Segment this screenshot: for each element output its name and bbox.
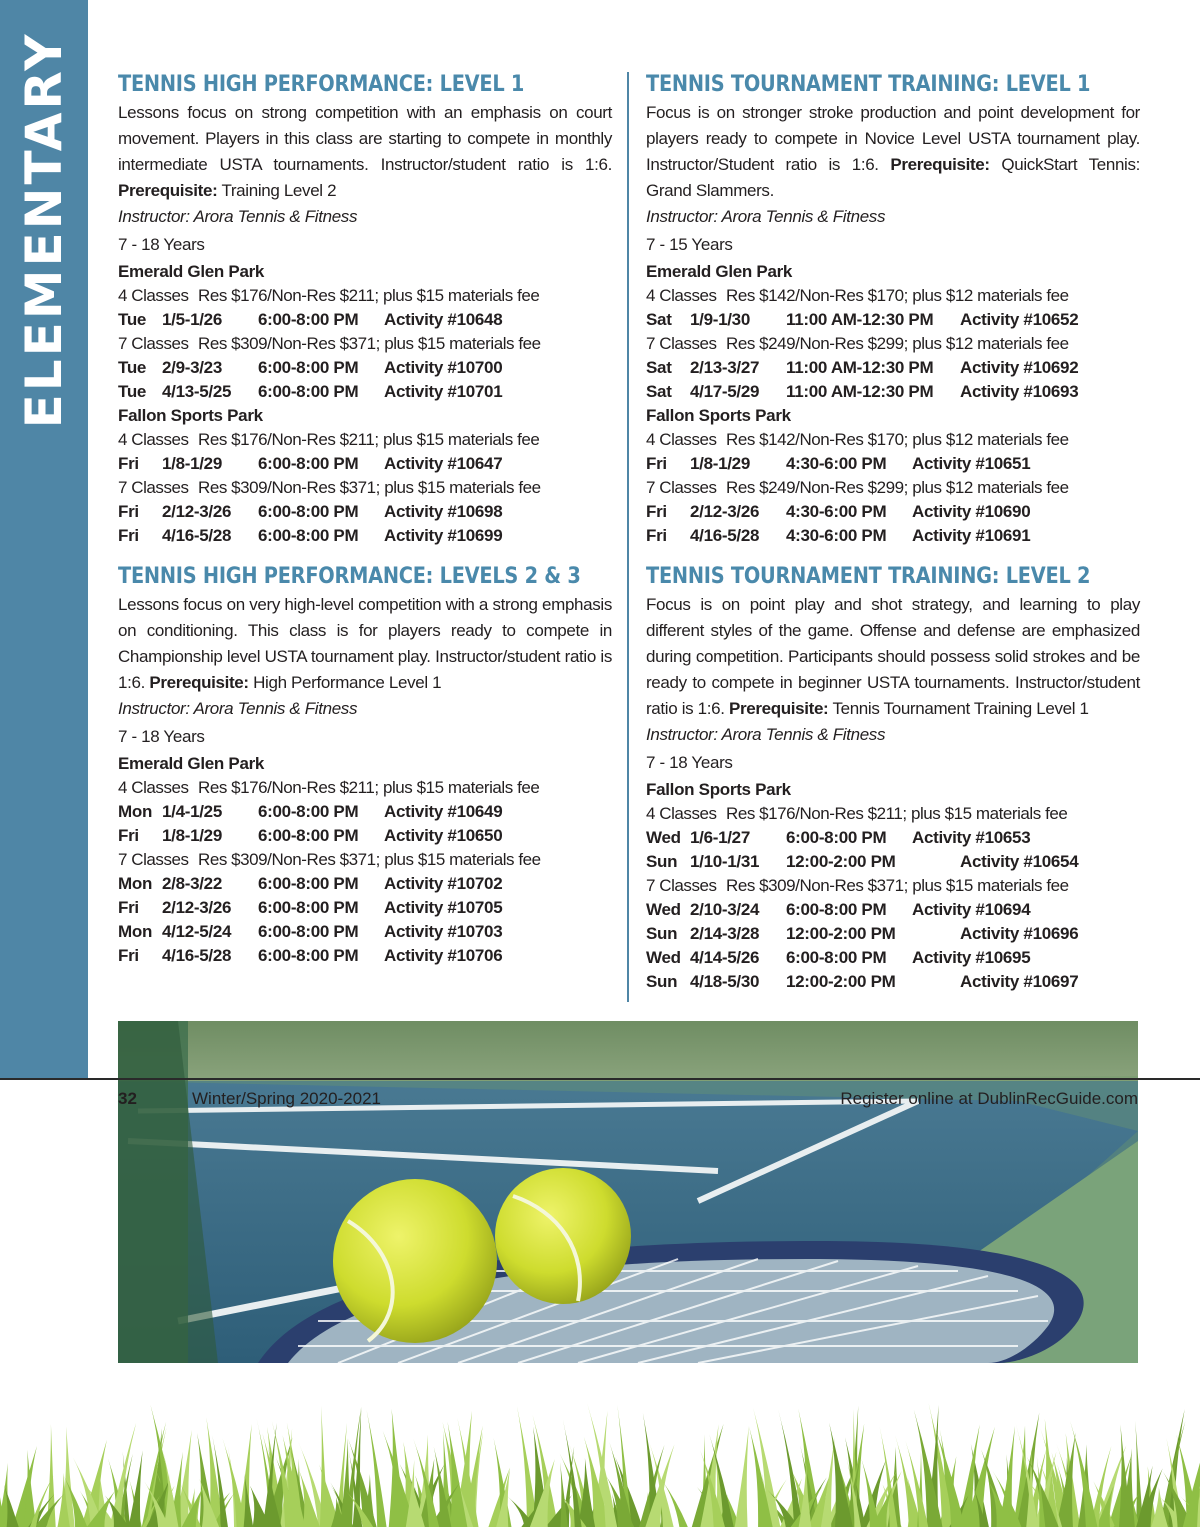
- grass-blade: [389, 1409, 406, 1527]
- session-activity: Activity #10692: [960, 358, 1079, 377]
- session-activity: Activity #10698: [384, 502, 503, 521]
- session-dates: 2/14-3/28: [690, 924, 760, 943]
- fee-text: Res $176/Non-Res $211; plus $15 materials fee: [198, 286, 540, 305]
- session-row: [646, 380, 1140, 404]
- session-day: Mon: [118, 874, 153, 893]
- session-time: 6:00-8:00 PM: [258, 502, 359, 521]
- session-activity: Activity #10691: [912, 526, 1031, 545]
- column-divider: [627, 72, 629, 1002]
- location-name: Fallon Sports Park: [118, 406, 263, 425]
- session-dates: 4/12-5/24: [162, 922, 232, 941]
- session-row: [118, 800, 612, 824]
- fee-line: [118, 332, 612, 356]
- session-time: 6:00-8:00 PM: [258, 382, 359, 401]
- session-day: Fri: [118, 526, 139, 545]
- session-day: Wed: [646, 900, 681, 919]
- session-row: [118, 920, 612, 944]
- class-section: [118, 562, 612, 968]
- section-title: TENNIS TOURNAMENT TRAINING: LEVEL 2: [646, 564, 1091, 589]
- session-row: [646, 850, 1140, 874]
- section-title: TENNIS HIGH PERFORMANCE: LEVELS 2 & 3: [118, 564, 581, 589]
- class-count: 7 Classes: [118, 478, 189, 497]
- session-dates: 2/10-3/24: [690, 900, 760, 919]
- fee-text: Res $309/Non-Res $371; plus $15 materials fee: [198, 850, 541, 869]
- session-day: Tue: [118, 382, 147, 401]
- session-row: [646, 946, 1140, 970]
- side-band: [0, 0, 88, 1078]
- session-time: 6:00-8:00 PM: [786, 948, 887, 967]
- session-day: Tue: [118, 358, 147, 377]
- session-row: [118, 308, 612, 332]
- session-time: 12:00-2:00 PM: [786, 852, 896, 871]
- session-time: 12:00-2:00 PM: [786, 972, 896, 991]
- session-activity: Activity #10654: [960, 852, 1079, 871]
- session-day: Fri: [118, 502, 139, 521]
- fee-line: [118, 776, 612, 800]
- session-time: 4:30-6:00 PM: [786, 454, 887, 473]
- session-row: [118, 524, 612, 548]
- session-time: 6:00-8:00 PM: [258, 874, 359, 893]
- session-dates: 1/5-1/26: [162, 310, 222, 329]
- session-day: Fri: [118, 946, 139, 965]
- class-count: 4 Classes: [118, 778, 189, 797]
- session-day: Sun: [646, 852, 678, 871]
- fee-text: Res $309/Non-Res $371; plus $15 materials fee: [198, 478, 541, 497]
- session-row: [646, 356, 1140, 380]
- session-activity: Activity #10695: [912, 948, 1031, 967]
- session-dates: 1/8-1/29: [162, 454, 222, 473]
- fee-text: Res $249/Non-Res $299; plus $12 materials fee: [726, 478, 1069, 497]
- session-day: Fri: [646, 454, 667, 473]
- session-dates: 2/8-3/22: [162, 874, 222, 893]
- fee-line: [646, 802, 1140, 826]
- fee-line: [118, 476, 612, 500]
- fee-text: Res $142/Non-Res $170; plus $12 materials fee: [726, 286, 1069, 305]
- fee-text: Res $176/Non-Res $211; plus $15 materials fee: [198, 430, 540, 449]
- age-range: 7 - 18 Years: [646, 753, 733, 772]
- fee-text: Res $309/Non-Res $371; plus $15 materials fee: [726, 876, 1069, 895]
- prerequisite-label: Prerequisite:: [149, 673, 249, 692]
- session-time: 4:30-6:00 PM: [786, 502, 887, 521]
- description-text: Lessons focus on strong competition with an emphasis on court movement. Players in this class are starting to compete in monthly intermediate USTA tournaments. Instructor/student ratio is 1:6.: [118, 103, 612, 174]
- session-day: Sat: [646, 310, 672, 329]
- session-dates: 1/8-1/29: [162, 826, 222, 845]
- location-name: Fallon Sports Park: [646, 406, 791, 425]
- session-activity: Activity #10697: [960, 972, 1079, 991]
- instructor: Instructor: Arora Tennis & Fitness: [118, 699, 358, 718]
- session-activity: Activity #10701: [384, 382, 503, 401]
- session-time: 11:00 AM-12:30 PM: [786, 382, 934, 401]
- instructor: Instructor: Arora Tennis & Fitness: [646, 725, 886, 744]
- section-description: [118, 100, 612, 204]
- session-day: Sat: [646, 382, 672, 401]
- description-text: Lessons focus on very high-level competition with a strong emphasis on conditioning. This class is for players ready to compete in Championship level USTA tournament play. Instructor/student ratio is 1:6.: [118, 595, 612, 692]
- age-range: 7 - 15 Years: [646, 235, 733, 254]
- session-activity: Activity #10696: [960, 924, 1079, 943]
- session-dates: 2/9-3/23: [162, 358, 222, 377]
- session-dates: 4/18-5/30: [690, 972, 760, 991]
- section-description: [646, 100, 1140, 204]
- session-activity: Activity #10700: [384, 358, 503, 377]
- class-section: [646, 562, 1140, 994]
- session-row: [118, 944, 612, 968]
- class-section: [646, 70, 1140, 548]
- session-activity: Activity #10651: [912, 454, 1031, 473]
- prerequisite-value: Tennis Tournament Training Level 1: [832, 699, 1089, 718]
- session-activity: Activity #10693: [960, 382, 1079, 401]
- fee-text: Res $176/Non-Res $211; plus $15 materials fee: [198, 778, 540, 797]
- session-day: Sat: [646, 358, 672, 377]
- location-name: Emerald Glen Park: [118, 262, 265, 281]
- class-count: 7 Classes: [118, 850, 189, 869]
- session-activity: Activity #10647: [384, 454, 503, 473]
- session-time: 11:00 AM-12:30 PM: [786, 310, 934, 329]
- session-dates: 4/14-5/26: [690, 948, 760, 967]
- side-label: ELEMENTARY: [15, 31, 73, 429]
- session-day: Fri: [118, 454, 139, 473]
- instructor: Instructor: Arora Tennis & Fitness: [646, 207, 886, 226]
- session-dates: 4/16-5/28: [162, 526, 232, 545]
- season-label: Winter/Spring 2020-2021: [192, 1089, 382, 1108]
- session-row: [646, 922, 1140, 946]
- fee-text: Res $176/Non-Res $211; plus $15 materials fee: [726, 804, 1068, 823]
- session-row: [646, 970, 1140, 994]
- session-row: [646, 308, 1140, 332]
- description-text: Focus is on stronger stroke production and point development for players ready to compete in Novice Level USTA tournament play. Instructor/Student ratio is 1:6.: [646, 103, 1140, 174]
- session-dates: 4/13-5/25: [162, 382, 232, 401]
- session-day: Wed: [646, 948, 681, 967]
- footer-rule: [0, 1078, 1200, 1080]
- session-activity: Activity #10653: [912, 828, 1031, 847]
- location-name: Emerald Glen Park: [646, 262, 793, 281]
- left-column: [118, 70, 612, 982]
- age-range: 7 - 18 Years: [118, 727, 205, 746]
- prerequisite-label: Prerequisite:: [728, 699, 829, 718]
- fee-text: Res $249/Non-Res $299; plus $12 materials fee: [726, 334, 1069, 353]
- session-day: Tue: [118, 310, 147, 329]
- session-dates: 1/4-1/25: [162, 802, 222, 821]
- section-description: [646, 592, 1140, 722]
- session-row: [646, 500, 1140, 524]
- session-row: [646, 898, 1140, 922]
- prerequisite-value: High Performance Level 1: [253, 673, 442, 692]
- fee-line: [646, 476, 1140, 500]
- session-activity: Activity #10706: [384, 946, 503, 965]
- session-dates: 1/6-1/27: [690, 828, 750, 847]
- session-row: [118, 500, 612, 524]
- session-dates: 4/16-5/28: [690, 526, 760, 545]
- session-day: Fri: [118, 898, 139, 917]
- session-activity: Activity #10705: [384, 898, 503, 917]
- prerequisite-label: Prerequisite:: [890, 155, 990, 174]
- prerequisite-label: Prerequisite:: [118, 181, 218, 200]
- session-row: [646, 826, 1140, 850]
- session-dates: 2/12-3/26: [162, 502, 232, 521]
- grass-blade: [735, 1426, 749, 1527]
- session-row: [118, 356, 612, 380]
- section-description: [118, 592, 612, 696]
- session-day: Mon: [118, 802, 153, 821]
- session-row: [118, 896, 612, 920]
- grass-blade: [128, 1450, 142, 1527]
- class-section: [118, 70, 612, 548]
- class-count: 7 Classes: [646, 478, 717, 497]
- session-row: [118, 452, 612, 476]
- section-title: TENNIS TOURNAMENT TRAINING: LEVEL 1: [646, 72, 1091, 97]
- session-time: 6:00-8:00 PM: [258, 922, 359, 941]
- grass-blade: [320, 1406, 328, 1527]
- location-name: Fallon Sports Park: [646, 780, 791, 799]
- session-time: 4:30-6:00 PM: [786, 526, 887, 545]
- class-count: 7 Classes: [118, 334, 189, 353]
- session-row: [118, 380, 612, 404]
- session-day: Sun: [646, 924, 678, 943]
- class-count: 4 Classes: [646, 286, 717, 305]
- fee-line: [118, 848, 612, 872]
- session-dates: 1/8-1/29: [690, 454, 750, 473]
- session-activity: Activity #10652: [960, 310, 1079, 329]
- session-dates: 4/17-5/29: [690, 382, 760, 401]
- session-time: 6:00-8:00 PM: [258, 826, 359, 845]
- session-activity: Activity #10703: [384, 922, 503, 941]
- fee-line: [118, 284, 612, 308]
- session-dates: 2/13-3/27: [690, 358, 760, 377]
- location-name: Emerald Glen Park: [118, 754, 265, 773]
- session-time: 6:00-8:00 PM: [258, 526, 359, 545]
- class-count: 4 Classes: [646, 430, 717, 449]
- session-time: 6:00-8:00 PM: [258, 946, 359, 965]
- page-number: 32: [118, 1089, 137, 1108]
- session-dates: 1/10-1/31: [690, 852, 760, 871]
- class-count: 7 Classes: [646, 334, 717, 353]
- session-time: 6:00-8:00 PM: [786, 900, 887, 919]
- session-dates: 4/16-5/28: [162, 946, 232, 965]
- session-day: Fri: [646, 502, 667, 521]
- fee-text: Res $309/Non-Res $371; plus $15 materials fee: [198, 334, 541, 353]
- class-count: 4 Classes: [646, 804, 717, 823]
- fee-line: [118, 428, 612, 452]
- session-day: Sun: [646, 972, 678, 991]
- session-time: 6:00-8:00 PM: [786, 828, 887, 847]
- right-column: [646, 70, 1140, 1008]
- session-time: 12:00-2:00 PM: [786, 924, 896, 943]
- session-dates: 2/12-3/26: [690, 502, 760, 521]
- session-activity: Activity #10690: [912, 502, 1031, 521]
- session-row: [118, 824, 612, 848]
- session-activity: Activity #10648: [384, 310, 503, 329]
- session-activity: Activity #10649: [384, 802, 503, 821]
- class-count: 4 Classes: [118, 286, 189, 305]
- session-row: [646, 452, 1140, 476]
- session-day: Fri: [646, 526, 667, 545]
- session-activity: Activity #10699: [384, 526, 503, 545]
- fee-line: [646, 874, 1140, 898]
- session-activity: Activity #10702: [384, 874, 503, 893]
- register-link[interactable]: Register online at DublinRecGuide.com: [840, 1089, 1138, 1108]
- session-row: [646, 524, 1140, 548]
- description-text: Focus is on point play and shot strategy, and learning to play different styles of the game. Offense and defense are emphasized during competition. Participants should possess solid strokes and be ready to compete in beginner USTA tournaments. Instructor/student ratio is 1:6.: [646, 595, 1140, 718]
- session-time: 6:00-8:00 PM: [258, 802, 359, 821]
- session-row: [118, 872, 612, 896]
- session-time: 6:00-8:00 PM: [258, 358, 359, 377]
- session-dates: 2/12-3/26: [162, 898, 232, 917]
- class-count: 4 Classes: [118, 430, 189, 449]
- session-time: 11:00 AM-12:30 PM: [786, 358, 934, 377]
- session-time: 6:00-8:00 PM: [258, 898, 359, 917]
- session-activity: Activity #10694: [912, 900, 1031, 919]
- session-day: Fri: [118, 826, 139, 845]
- instructor: Instructor: Arora Tennis & Fitness: [118, 207, 358, 226]
- fee-line: [646, 428, 1140, 452]
- session-day: Wed: [646, 828, 681, 847]
- grass-decoration: [0, 1112, 1200, 1527]
- class-count: 7 Classes: [646, 876, 717, 895]
- age-range: 7 - 18 Years: [118, 235, 205, 254]
- session-activity: Activity #10650: [384, 826, 503, 845]
- prerequisite-value: QuickStart Tennis: Grand Slammers.: [646, 155, 1141, 200]
- session-day: Mon: [118, 922, 153, 941]
- section-title: TENNIS HIGH PERFORMANCE: LEVEL 1: [118, 72, 525, 97]
- prerequisite-value: Training Level 2: [221, 181, 337, 200]
- fee-line: [646, 284, 1140, 308]
- session-time: 6:00-8:00 PM: [258, 454, 359, 473]
- session-time: 6:00-8:00 PM: [258, 310, 359, 329]
- fee-line: [646, 332, 1140, 356]
- fee-text: Res $142/Non-Res $170; plus $12 materials fee: [726, 430, 1069, 449]
- session-dates: 1/9-1/30: [690, 310, 750, 329]
